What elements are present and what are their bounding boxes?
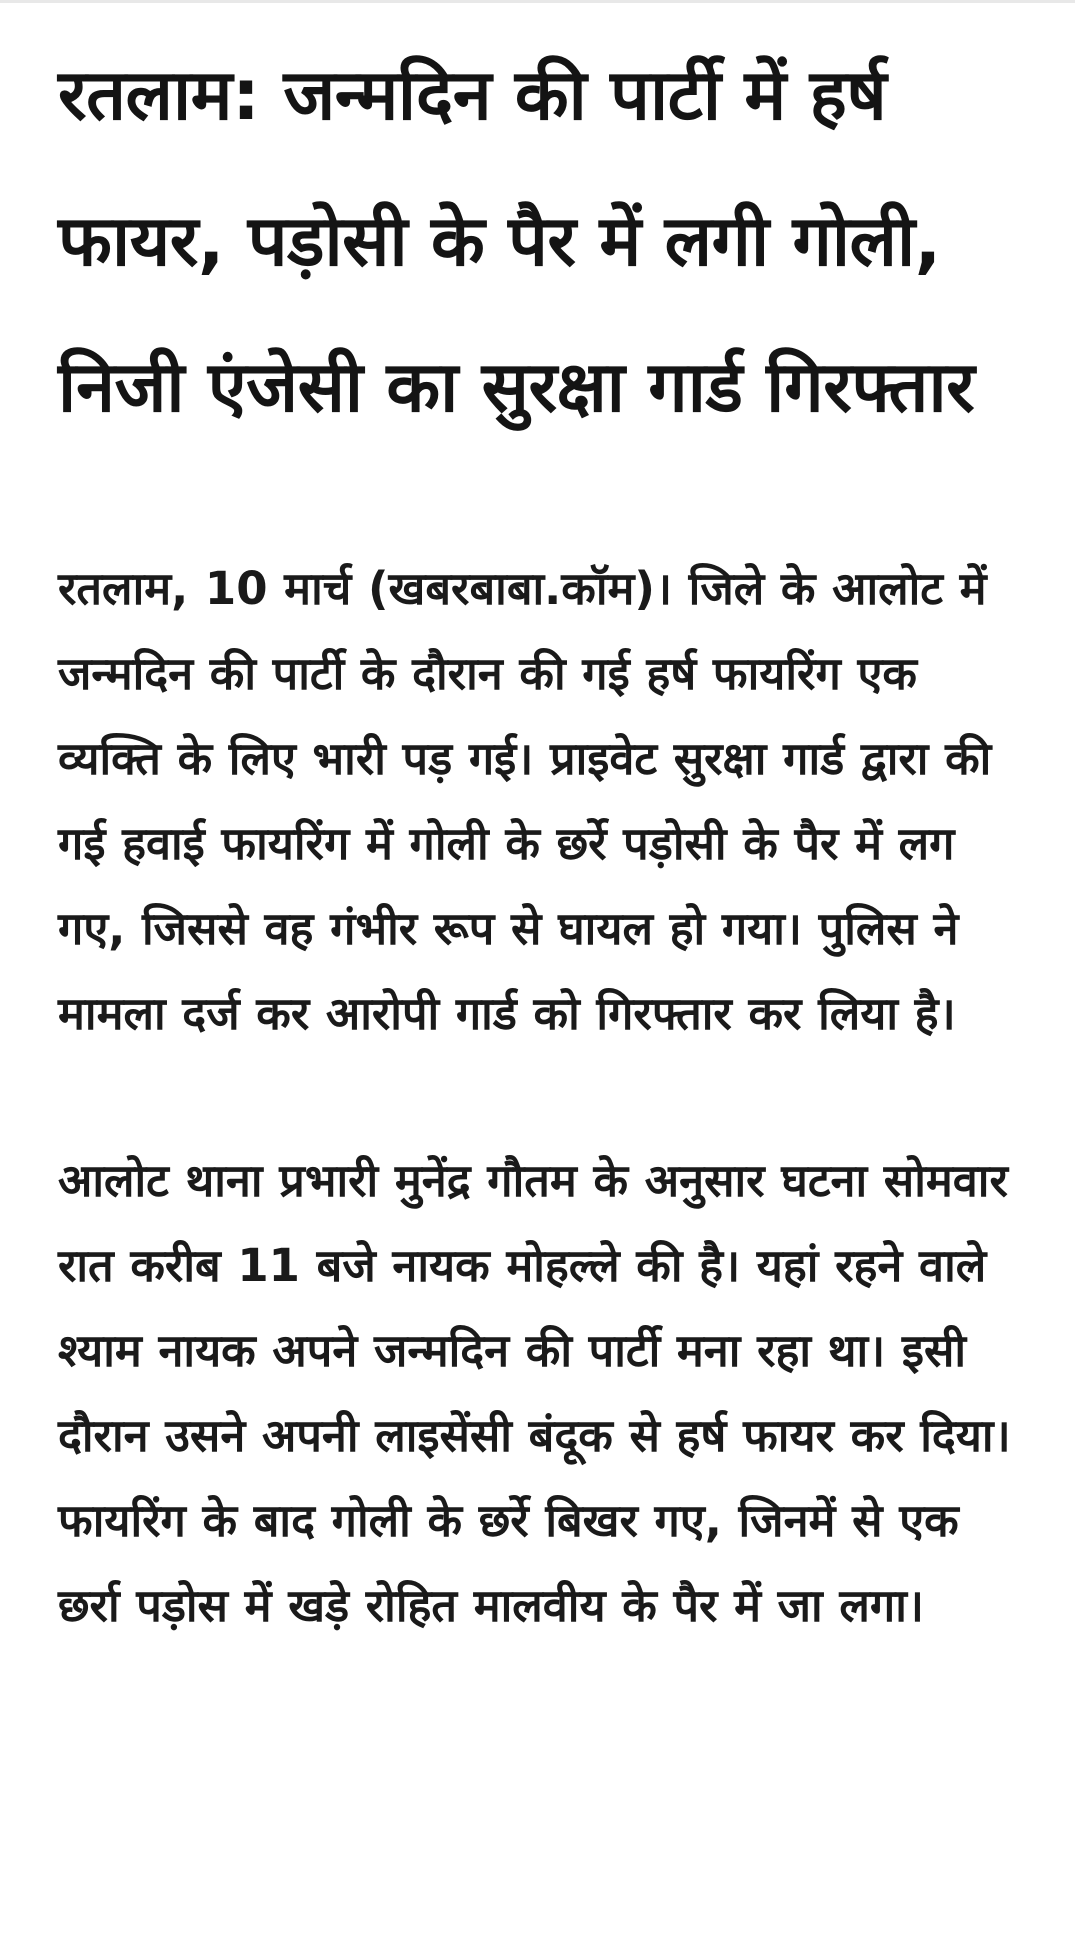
news-article [58, 0, 1028, 1648]
article-paragraph-1: रतलाम, 10 मार्च (खबरबाबा.कॉम)। जिले के आलोट में जन्मदिन की पार्टी के दौरान की गई हर्ष फायरिंग एक व्यक्ति के लिए भारी पड़ गई। प्राइवेट सुरक्षा गार्ड द्वारा की गई हवाई फायरिंग में गोली के छर्रे पड़ोसी के पैर में लग गए, जिससे वह गंभीर रूप से घायल हो गया। पुलिस ने मामला दर्ज कर आरोपी गार्ड को गिरफ्तार कर लिया है। [58, 562, 992, 1040]
article-paragraph-2: आलोट थाना प्रभारी मुनेंद्र गौतम के अनुसार घटना सोमवार रात करीब 11 बजे नायक मोहल्ले की है। यहां रहने वाले श्याम नायक अपने जन्मदिन की पार्टी मना रहा था। इसी दौरान उसने अपनी लाइसेंसी बंदूक से हर्ष फायर कर दिया। फायरिंग के बाद गोली के छर्रे बिखर गए, जिनमें से एक छर्रा पड़ोस में खड़े रोहित मालवीय के पैर में जा लगा। [58, 1154, 1011, 1632]
article-headline: रतलाम: जन्मदिन की पार्टी में हर्ष फायर, पड़ोसी के पैर में लगी गोली, निजी एंजेसी का सुरक्षा गार्ड गिरफ्तार [58, 54, 975, 428]
